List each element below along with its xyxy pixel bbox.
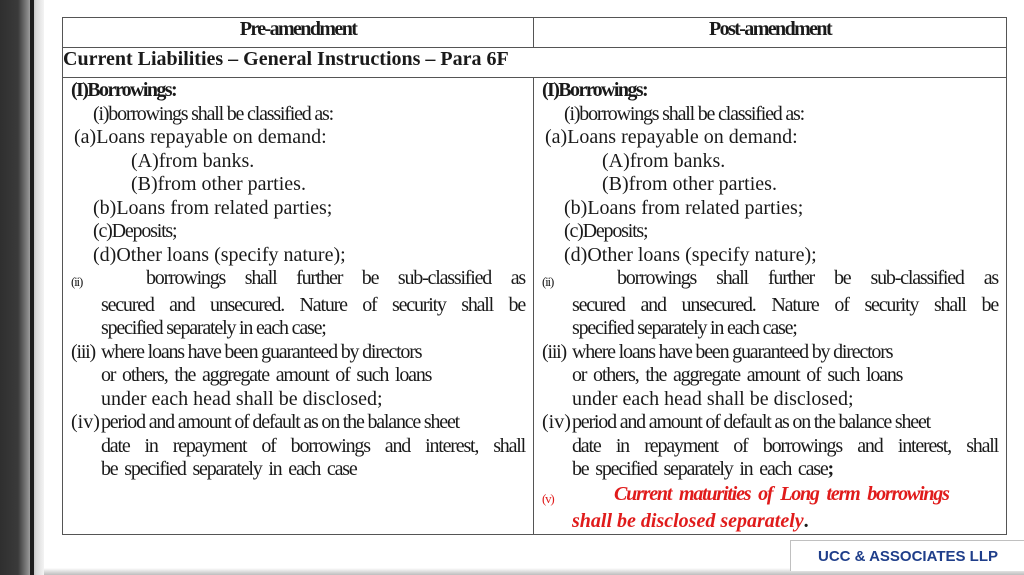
post-borrowings-title: (I)Borrowings: — [542, 79, 648, 101]
post-item-ii-line3: specified separately in each case; — [572, 317, 797, 339]
post-item-B: (B)from other parties. — [602, 173, 777, 195]
post-item-ii: (ii) borrowings shall further be sub-classified as — [542, 267, 998, 289]
pre-item-i: (i)borrowings shall be classified as: — [93, 102, 333, 125]
post-item-v-line2: shall be disclosed separately. — [572, 510, 809, 532]
header-pre-amendment: Pre-amendment — [63, 18, 534, 48]
section-subheading: Current Liabilities – General Instructions – Para 6F — [63, 48, 1007, 78]
post-item-iv-line2: date in repayment of borrowings and interest, shall — [572, 434, 998, 457]
left-decorative-bar — [0, 0, 44, 575]
footer-firm-badge — [790, 540, 1024, 571]
post-item-b: (b)Loans from related parties; — [564, 196, 804, 219]
pre-item-d: (d)Other loans (specify nature); — [93, 243, 346, 266]
pre-amendment-column — [63, 78, 534, 535]
post-item-iv-line3: be specified separately in each case; — [572, 458, 833, 480]
comparison-table — [62, 17, 1007, 535]
pre-item-B: (B)from other parties. — [131, 173, 306, 195]
pre-item-iii-line2: or others, the aggregate amount of such loans — [101, 364, 432, 386]
pre-item-iii-line3: under each head shall be disclosed; — [101, 387, 383, 410]
post-item-iii-line3: under each head shall be disclosed; — [572, 387, 854, 410]
post-item-iv: (iv) period and amount of default as on the balance sheet — [542, 411, 931, 433]
pre-item-ii-line2: secured and unsecured. Nature of security shall be — [101, 293, 525, 316]
pre-item-A: (A)from banks. — [131, 149, 255, 172]
post-item-iii: (iii) where loans have been guaranteed by directors — [542, 340, 893, 363]
post-item-A: (A)from banks. — [602, 149, 726, 172]
post-item-d: (d)Other loans (specify nature); — [564, 243, 817, 266]
pre-item-c: (c)Deposits; — [93, 220, 177, 242]
pre-item-b: (b)Loans from related parties; — [93, 196, 333, 219]
pre-item-ii: (ii) borrowings shall further be sub-classified as — [71, 267, 525, 289]
pre-item-a: (a)Loans repayable on demand: — [74, 126, 327, 148]
post-amendment-column — [534, 78, 1007, 535]
pre-item-iv-line3: be specified separately in each case — [101, 458, 357, 480]
header-post-amendment: Post-amendment — [534, 18, 1007, 48]
pre-borrowings-title: (I)Borrowings: — [71, 79, 177, 101]
pre-item-iv: (iv) period and amount of default as on the balance sheet — [71, 411, 460, 433]
pre-item-iii: (iii) where loans have been guaranteed by directors — [71, 340, 422, 363]
post-item-v: (v) Current maturities of Long term borrowings — [542, 482, 949, 506]
post-item-i: (i)borrowings shall be classified as: — [564, 102, 804, 125]
pre-item-ii-line3: specified separately in each case; — [101, 317, 326, 339]
footer-firm-name: UCC & ASSOCIATES LLP — [817, 547, 998, 565]
post-item-iii-line2: or others, the aggregate amount of such loans — [572, 364, 903, 386]
post-item-c: (c)Deposits; — [564, 220, 648, 242]
post-item-ii-line2: secured and unsecured. Nature of security shall be — [572, 293, 998, 316]
pre-item-iv-line2: date in repayment of borrowings and interest, shall — [101, 434, 525, 457]
post-item-a: (a)Loans repayable on demand: — [545, 126, 798, 148]
